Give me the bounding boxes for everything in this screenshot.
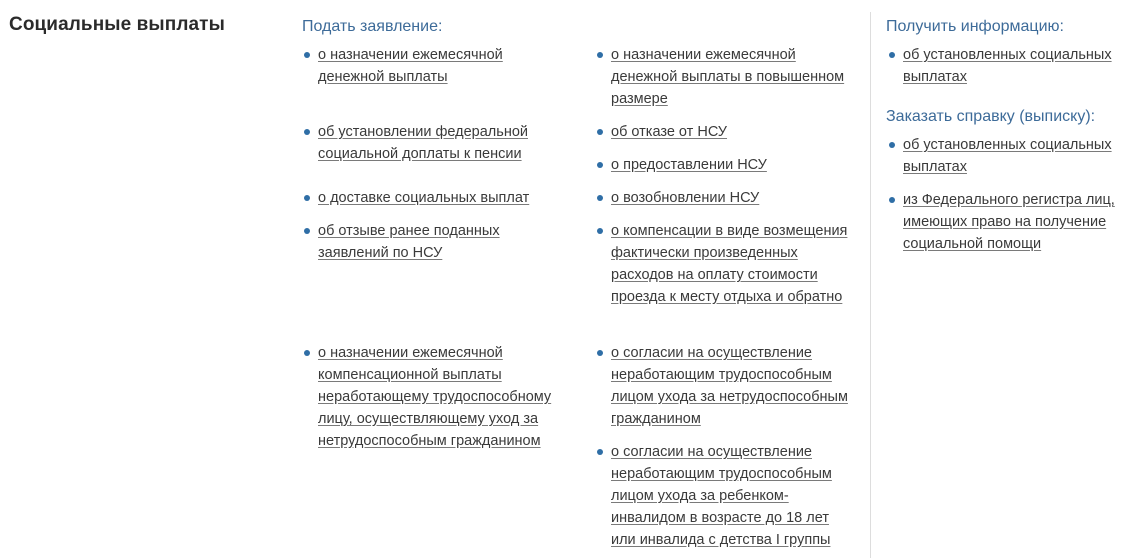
certificate-heading: Заказать справку (выписку):	[886, 108, 1096, 125]
list-item	[595, 121, 851, 143]
apply-link-resume-nsu[interactable]: о возобновлении НСУ	[611, 190, 760, 206]
apply-link-consent-care-child[interactable]: о согласии на осуществление неработающим трудоспособным лицом ухода за ребенком-инвалидом в возрасте до 18 лет или инвалида с детства I группы	[611, 444, 832, 548]
info-link-social-payments[interactable]: об установленных социальных выплатах	[903, 47, 1112, 85]
apply-link-withdraw-nsu[interactable]: об отзыве ранее поданных заявлений по НСУ	[318, 223, 500, 261]
certificate-link-social-payments[interactable]: об установленных социальных выплатах	[903, 137, 1112, 175]
list-item	[302, 220, 528, 264]
list-item	[595, 342, 859, 430]
list-item	[302, 121, 548, 165]
certificate-link-federal-register[interactable]: из Федерального регистра лиц, имеющих право на получение социальной помощи	[903, 192, 1115, 252]
apply-link-delivery[interactable]: о доставке социальных выплат	[318, 190, 530, 206]
list-item	[595, 187, 851, 209]
apply-link-federal-supplement[interactable]: об установлении федеральной социальной доплаты к пенсии	[318, 124, 528, 162]
list-item	[595, 441, 855, 551]
apply-link-travel-compensation[interactable]: о компенсации в виде возмещения фактически произведенных расходов на оплату стоимости проезда к месту отдыха и обратно	[611, 223, 848, 305]
list-item	[887, 134, 1133, 178]
column-divider	[870, 12, 871, 558]
apply-link-refuse-nsu[interactable]: об отказе от НСУ	[611, 124, 728, 140]
apply-heading: Подать заявление:	[302, 18, 443, 35]
list-item	[595, 44, 861, 110]
apply-link-provide-nsu[interactable]: о предоставлении НСУ	[611, 157, 767, 173]
list-item	[302, 342, 574, 452]
apply-link-monthly-increased[interactable]: о назначении ежемесячной денежной выплаты в повышенном размере	[611, 47, 845, 107]
list-item	[887, 189, 1135, 255]
apply-link-compensation-care[interactable]: о назначении ежемесячной компенсационной выплаты неработающему трудоспособному лицу, осуществляющему уход за нетрудоспособным гражданином	[318, 345, 552, 449]
page-title: Социальные выплаты	[9, 14, 225, 35]
list-item	[887, 44, 1133, 88]
list-item	[595, 154, 851, 176]
list-item	[302, 44, 538, 88]
apply-link-monthly-payment[interactable]: о назначении ежемесячной денежной выплаты	[318, 47, 503, 85]
apply-link-consent-care[interactable]: о согласии на осуществление неработающим трудоспособным лицом ухода за нетрудоспособным гражданином	[611, 345, 848, 427]
list-item	[595, 220, 859, 308]
list-item	[302, 187, 558, 209]
info-heading: Получить информацию:	[886, 18, 1064, 35]
